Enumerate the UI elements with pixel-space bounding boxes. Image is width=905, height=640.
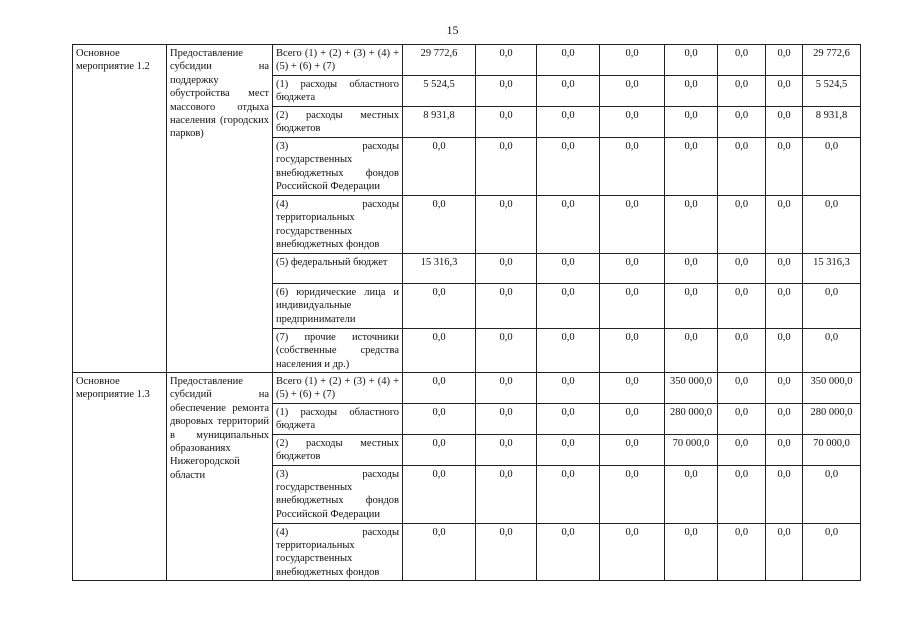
value-cell: 0,0	[718, 45, 766, 76]
value-cell: 0,0	[403, 195, 476, 253]
value-cell: 0,0	[718, 76, 766, 107]
funding-source-cell: Всего (1) + (2) + (3) + (4) + (5) + (6) + (7)	[273, 373, 403, 404]
value-cell: 0,0	[537, 137, 600, 195]
value-cell: 0,0	[665, 76, 718, 107]
measure-description-cell: Предоставление субсидий на обеспечение ремонта дворовых территорий в муниципальных образованиях Нижегородской области	[167, 373, 273, 581]
value-cell: 0,0	[476, 106, 537, 137]
total-value-cell: 0,0	[803, 523, 861, 581]
value-cell: 0,0	[537, 195, 600, 253]
value-cell: 0,0	[718, 523, 766, 581]
total-value-cell: 70 000,0	[803, 434, 861, 465]
value-cell: 0,0	[665, 283, 718, 328]
total-value-cell: 0,0	[803, 283, 861, 328]
value-cell: 0,0	[537, 45, 600, 76]
total-value-cell: 280 000,0	[803, 403, 861, 434]
value-cell: 0,0	[476, 283, 537, 328]
value-cell: 70 000,0	[665, 434, 718, 465]
value-cell: 0,0	[476, 137, 537, 195]
value-cell: 0,0	[718, 137, 766, 195]
funding-source-cell: (6) юридические лица и индивидуальные предприниматели	[273, 283, 403, 328]
value-cell: 0,0	[766, 137, 803, 195]
value-cell: 0,0	[600, 465, 665, 523]
value-cell: 0,0	[537, 253, 600, 283]
value-cell: 0,0	[537, 434, 600, 465]
value-cell: 0,0	[537, 523, 600, 581]
value-cell: 8 931,8	[403, 106, 476, 137]
value-cell: 0,0	[537, 76, 600, 107]
funding-source-cell: (7) прочие источники (собственные средства населения и др.)	[273, 328, 403, 372]
value-cell: 0,0	[766, 283, 803, 328]
table-row	[73, 45, 861, 76]
value-cell: 0,0	[665, 106, 718, 137]
total-value-cell: 5 524,5	[803, 76, 861, 107]
budget-table	[72, 44, 861, 581]
value-cell: 0,0	[600, 434, 665, 465]
value-cell: 0,0	[403, 434, 476, 465]
value-cell: 0,0	[600, 253, 665, 283]
value-cell: 29 772,6	[403, 45, 476, 76]
value-cell: 0,0	[537, 403, 600, 434]
value-cell: 0,0	[600, 137, 665, 195]
value-cell: 0,0	[476, 45, 537, 76]
value-cell: 0,0	[476, 434, 537, 465]
funding-source-cell: (3) расходы государственных внебюджетных фондов Российской Федерации	[273, 137, 403, 195]
value-cell: 0,0	[403, 403, 476, 434]
value-cell: 0,0	[476, 328, 537, 372]
total-value-cell: 15 316,3	[803, 253, 861, 283]
value-cell: 0,0	[665, 465, 718, 523]
value-cell: 0,0	[600, 403, 665, 434]
funding-source-cell: Всего (1) + (2) + (3) + (4) + (5) + (6) + (7)	[273, 45, 403, 76]
value-cell: 0,0	[665, 328, 718, 372]
value-cell: 0,0	[600, 373, 665, 404]
value-cell: 0,0	[600, 195, 665, 253]
value-cell: 0,0	[600, 106, 665, 137]
value-cell: 0,0	[665, 195, 718, 253]
table-body	[73, 45, 861, 581]
value-cell: 0,0	[718, 195, 766, 253]
table-row	[73, 373, 861, 404]
value-cell: 0,0	[476, 76, 537, 107]
value-cell: 0,0	[665, 523, 718, 581]
value-cell: 0,0	[600, 523, 665, 581]
value-cell: 0,0	[718, 465, 766, 523]
value-cell: 0,0	[403, 373, 476, 404]
value-cell: 0,0	[537, 465, 600, 523]
funding-source-cell: (5) федеральный бюджет	[273, 253, 403, 283]
value-cell: 0,0	[403, 465, 476, 523]
value-cell: 0,0	[476, 373, 537, 404]
value-cell: 0,0	[766, 106, 803, 137]
value-cell: 0,0	[476, 523, 537, 581]
value-cell: 0,0	[403, 328, 476, 372]
value-cell: 0,0	[476, 195, 537, 253]
value-cell: 0,0	[537, 373, 600, 404]
total-value-cell: 0,0	[803, 465, 861, 523]
value-cell: 0,0	[600, 76, 665, 107]
value-cell: 15 316,3	[403, 253, 476, 283]
value-cell: 0,0	[600, 328, 665, 372]
funding-source-cell: (3) расходы государственных внебюджетных фондов Российской Федерации	[273, 465, 403, 523]
value-cell: 0,0	[718, 106, 766, 137]
value-cell: 350 000,0	[665, 373, 718, 404]
value-cell: 0,0	[476, 403, 537, 434]
total-value-cell: 0,0	[803, 195, 861, 253]
measure-name-cell: Основное мероприятие 1.3	[73, 373, 167, 581]
value-cell: 0,0	[537, 283, 600, 328]
value-cell: 0,0	[766, 523, 803, 581]
value-cell: 0,0	[766, 373, 803, 404]
total-value-cell: 0,0	[803, 328, 861, 372]
value-cell: 0,0	[718, 434, 766, 465]
funding-source-cell: (4) расходы территориальных государственных внебюджетных фондов	[273, 523, 403, 581]
value-cell: 0,0	[600, 283, 665, 328]
measure-description-cell: Предоставление субсидии на поддержку обустройства мест массового отдыха населения (городских парков)	[167, 45, 273, 373]
value-cell: 0,0	[766, 328, 803, 372]
funding-source-cell: (4) расходы территориальных государственных внебюджетных фондов	[273, 195, 403, 253]
value-cell: 0,0	[665, 253, 718, 283]
value-cell: 5 524,5	[403, 76, 476, 107]
funding-source-cell: (1) расходы областного бюджета	[273, 76, 403, 107]
value-cell: 0,0	[766, 434, 803, 465]
value-cell: 0,0	[537, 106, 600, 137]
total-value-cell: 29 772,6	[803, 45, 861, 76]
value-cell: 0,0	[766, 195, 803, 253]
value-cell: 0,0	[766, 403, 803, 434]
value-cell: 0,0	[718, 373, 766, 404]
value-cell: 0,0	[766, 76, 803, 107]
total-value-cell: 0,0	[803, 137, 861, 195]
value-cell: 0,0	[718, 328, 766, 372]
value-cell: 0,0	[600, 45, 665, 76]
value-cell: 0,0	[718, 403, 766, 434]
measure-name-cell: Основное мероприятие 1.2	[73, 45, 167, 373]
value-cell: 0,0	[766, 45, 803, 76]
funding-source-cell: (2) расходы местных бюджетов	[273, 106, 403, 137]
funding-source-cell: (1) расходы областного бюджета	[273, 403, 403, 434]
value-cell: 0,0	[766, 253, 803, 283]
funding-source-cell: (2) расходы местных бюджетов	[273, 434, 403, 465]
total-value-cell: 8 931,8	[803, 106, 861, 137]
value-cell: 0,0	[476, 465, 537, 523]
value-cell: 0,0	[665, 137, 718, 195]
value-cell: 0,0	[718, 253, 766, 283]
value-cell: 280 000,0	[665, 403, 718, 434]
value-cell: 0,0	[476, 253, 537, 283]
value-cell: 0,0	[665, 45, 718, 76]
value-cell: 0,0	[403, 283, 476, 328]
value-cell: 0,0	[718, 283, 766, 328]
total-value-cell: 350 000,0	[803, 373, 861, 404]
page-number: 15	[446, 23, 459, 37]
value-cell: 0,0	[403, 523, 476, 581]
value-cell: 0,0	[766, 465, 803, 523]
value-cell: 0,0	[537, 328, 600, 372]
value-cell: 0,0	[403, 137, 476, 195]
